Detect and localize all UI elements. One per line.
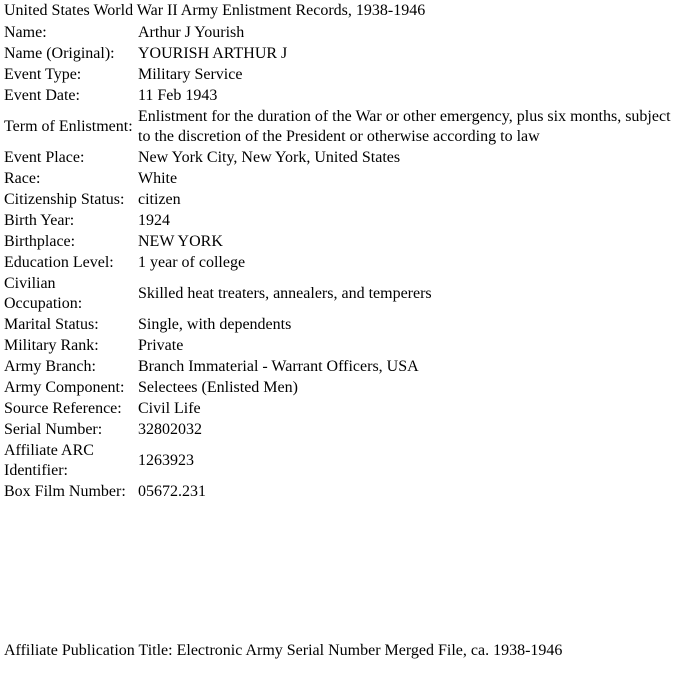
record-row-name-original	[4, 44, 680, 64]
field-label: Event Date:	[4, 87, 80, 104]
field-value: Selectees (Enlisted Men)	[138, 379, 298, 396]
field-value: 11 Feb 1943	[138, 87, 218, 104]
field-label: Military Rank:	[4, 337, 99, 354]
field-value: Branch Immaterial - Warrant Officers, USA	[138, 358, 419, 375]
record-row-box-film-number	[4, 482, 680, 502]
record-row-source-reference	[4, 399, 680, 419]
field-label: Affiliate ARC Identifier:	[4, 442, 94, 479]
field-value: Skilled heat treaters, annealers, and temperers	[138, 285, 432, 302]
field-value: 32802032	[138, 421, 202, 438]
field-value: NEW YORK	[138, 233, 223, 250]
field-value: 1 year of college	[138, 254, 246, 271]
field-value: New York City, New York, United States	[138, 149, 401, 166]
record-row-citizenship-status	[4, 190, 680, 210]
field-value: Private	[138, 337, 184, 354]
record-row-affiliate-arc-identifier	[4, 441, 680, 481]
record-row-civilian-occupation	[4, 274, 680, 314]
record-row-serial-number	[4, 420, 680, 440]
record-row-name	[4, 23, 680, 43]
record-row-army-component	[4, 378, 680, 398]
field-value: Single, with dependents	[138, 316, 292, 333]
field-label: Citizenship Status:	[4, 191, 125, 208]
field-label: Event Place:	[4, 149, 85, 166]
field-label: Source Reference:	[4, 400, 122, 417]
field-value: Civil Life	[138, 400, 201, 417]
field-label: Army Component:	[4, 379, 125, 396]
field-value: 1263923	[138, 452, 194, 469]
field-value: Arthur J Yourish	[138, 24, 245, 41]
footer-value: Electronic Army Serial Number Merged File, ca. 1938-1946	[176, 642, 563, 659]
field-label: Marital Status:	[4, 316, 99, 333]
field-value: Military Service	[138, 66, 243, 83]
record-row-race	[4, 169, 680, 189]
field-label: Birthplace:	[4, 233, 76, 250]
record-row-event-type	[4, 65, 680, 85]
footer-label: Affiliate Publication Title:	[4, 642, 173, 659]
record-row-birthplace	[4, 232, 680, 252]
field-label: Name (Original):	[4, 45, 115, 62]
record-row-army-branch	[4, 357, 680, 377]
record-row-marital-status	[4, 315, 680, 335]
field-label: Education Level:	[4, 254, 114, 271]
field-label: Army Branch:	[4, 358, 96, 375]
field-label: Event Type:	[4, 66, 82, 83]
record-row-event-place	[4, 148, 680, 168]
field-label: Race:	[4, 170, 41, 187]
field-label: Name:	[4, 24, 47, 41]
record-row-event-date	[4, 86, 680, 106]
record-title: United States World War II Army Enlistment Records, 1938-1946	[4, 2, 426, 19]
record-row-birth-year	[4, 211, 680, 231]
field-label: Term of Enlistment:	[4, 118, 133, 135]
field-value: YOURISH ARTHUR J	[138, 45, 288, 62]
field-value: Enlistment for the duration of the War or other emergency, plus six months, subject to the discretion of the President or otherwise according to law	[138, 108, 671, 145]
record-row-term-of-enlistment	[4, 107, 680, 147]
field-label: Box Film Number:	[4, 483, 126, 500]
field-label: Birth Year:	[4, 212, 75, 229]
field-value: White	[138, 170, 178, 187]
record-table	[2, 22, 682, 503]
field-value: citizen	[138, 191, 181, 208]
affiliate-publication-title	[4, 641, 562, 661]
field-label: Serial Number:	[4, 421, 103, 438]
record-row-education-level	[4, 253, 680, 273]
field-value: 1924	[138, 212, 170, 229]
field-value: 05672.231	[138, 483, 206, 500]
record-row-military-rank	[4, 336, 680, 356]
field-label: Civilian Occupation:	[4, 275, 83, 312]
